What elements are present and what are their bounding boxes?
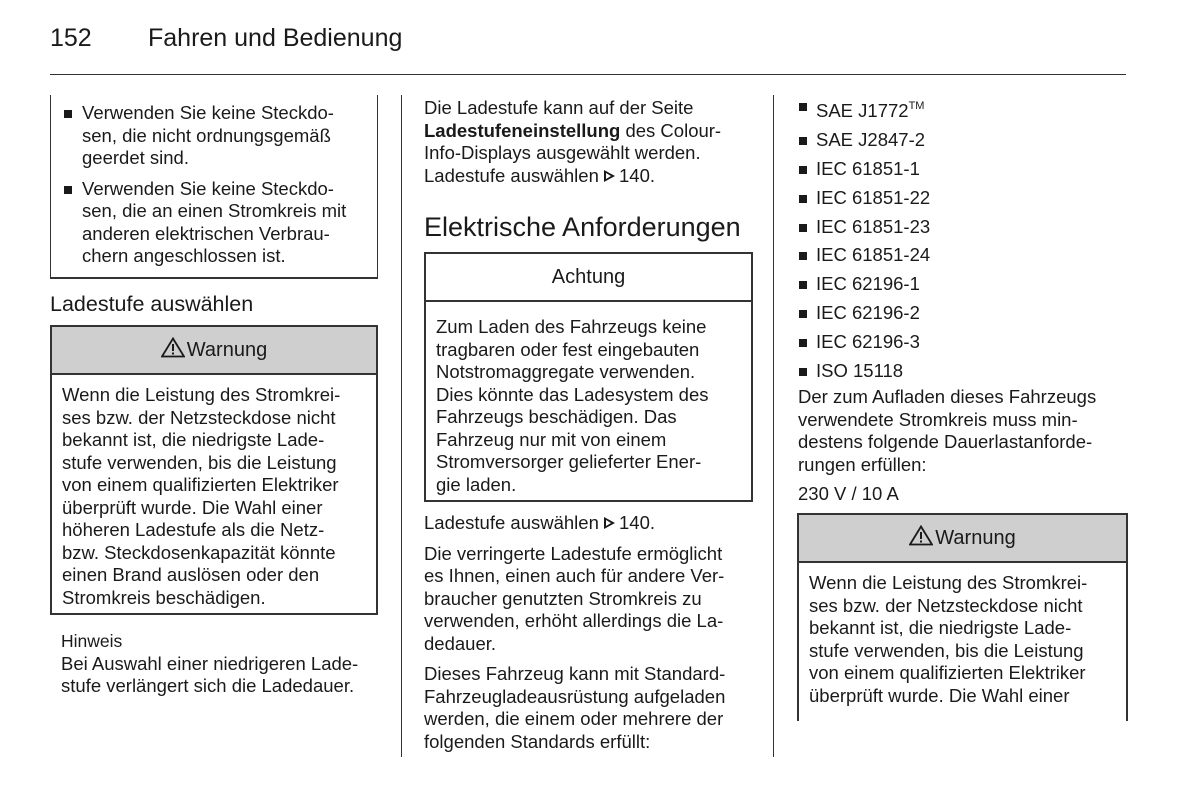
warning-title: Warnung	[935, 527, 1016, 549]
caution-text: Zum Laden des Fahrzeugs keine tragbaren oder fest eingebauten Notstromaggregate verwenden. Dies könnte das Ladesystem des Fahrzeugs beschädigen. Das Fahrzeug nur mit von einem Stromversorger gelieferter Ener- gie laden.	[436, 316, 709, 495]
bullet-square-icon	[799, 195, 807, 203]
bullet-square-icon	[799, 252, 807, 260]
bullet-square-icon	[799, 103, 807, 111]
page-section-title: Fahren und Bedienung	[148, 24, 403, 52]
note-block: Hinweis Bei Auswahl einer niedrigeren Lade- stufe verlängert sich die Ladedauer.	[61, 630, 391, 698]
bullet-square-icon	[799, 224, 807, 232]
bullet-item: Verwenden Sie keine Steckdo- sen, die an einen Stromkreis mit anderen elektrischen Verbrau- chern angeschlossen ist.	[52, 178, 374, 268]
warning-text: Wenn die Leistung des Stromkrei- ses bzw. der Netzsteckdose nicht bekannt ist, die niedrigste Lade- stufe verwenden, bis die Leistung von einem qualifizierten Elektriker überprüft wurde. Die Wahl einer	[809, 572, 1088, 706]
note-title: Hinweis	[61, 631, 123, 651]
bullet-square-icon	[799, 166, 807, 174]
col2-intro: Die Ladestufe kann auf der Seite Ladestufeneinstellung des Colour- Info-Displays ausgewählt werden. Ladestufe auswählen 140.	[424, 97, 722, 186]
current-rating: 230 V / 10 A	[798, 483, 899, 504]
bullet-square-icon	[799, 339, 807, 347]
bullet-square-icon	[799, 137, 807, 145]
list-item: SAE J1772™	[798, 95, 1128, 123]
page-reference-arrow-icon	[604, 517, 615, 529]
list-item: IEC 62196-3	[798, 331, 1128, 354]
col1-continued-box-bottom	[50, 277, 378, 279]
caution-header: Achtung	[426, 254, 751, 302]
warning-box	[50, 325, 378, 615]
settings-page-name: Ladestufeneinstellung	[424, 119, 621, 141]
column-divider	[773, 95, 774, 757]
col2-body: Ladestufe auswählen 140. Die verringerte Ladestufe ermöglicht es Ihnen, einen auch für andere Ver- braucher genutzten Stromkreis zu verwenden, erhöht allerdings die La- dedauer. Dieses Fahrzeug kann mit Standard- Fahrzeugladeausrüstung aufgeladen werden, die einem oder mehrere der folgenden Standards erfüllt:	[424, 512, 726, 752]
col1-continued-box-right-edge	[377, 95, 378, 278]
warning-triangle-icon	[161, 337, 185, 358]
col1-continued-box-left-edge	[50, 95, 51, 278]
page-reference-arrow-icon	[604, 170, 615, 182]
warning-triangle-icon	[909, 525, 933, 546]
page-number: 152	[50, 24, 92, 52]
list-item: IEC 61851-23	[798, 216, 1128, 239]
bullet-square-icon	[799, 368, 807, 376]
bullet-square-icon	[799, 281, 807, 289]
column-divider	[401, 95, 402, 757]
warning-box	[797, 513, 1128, 721]
list-item: IEC 62196-1	[798, 273, 1128, 296]
list-item: IEC 61851-22	[798, 187, 1128, 210]
warning-header	[799, 515, 1126, 563]
section-heading-elektrische-anforderungen: Elektrische Anforderungen	[424, 212, 741, 242]
col1-bullet-list	[52, 102, 374, 268]
bullet-square-icon	[799, 310, 807, 318]
bullet-square-icon	[64, 186, 72, 194]
list-item: IEC 62196-2	[798, 302, 1128, 325]
warning-title: Warnung	[186, 339, 268, 361]
warning-header	[52, 327, 376, 375]
col3-paragraph: Der zum Aufladen dieses Fahrzeugs verwendete Stromkreis muss min- destens folgende Dauerlastanforde- rungen erfüllen: 230 V / 10 A	[798, 386, 1128, 506]
bullet-item: Verwenden Sie keine Steckdo- sen, die nicht ordnungsgemäß geerdet sind.	[52, 102, 374, 170]
standards-list	[798, 95, 1128, 389]
header-divider	[50, 74, 1126, 75]
list-item: ISO 15118	[798, 360, 1128, 383]
warning-text: Wenn die Leistung des Stromkrei- ses bzw. der Netzsteckdose nicht bekannt ist, die niedrigste Lade- stufe verwenden, bis die Leistung von einem qualifizierten Elektriker überprüft wurde. Die Wahl einer höheren Ladestufe als die Netz- bzw. Steckdosenkapazität könnte einen Brand auslösen oder den Stromkreis beschädigen.	[62, 384, 341, 608]
list-item: IEC 61851-1	[798, 158, 1128, 181]
caution-box	[424, 252, 753, 502]
section-heading-ladestufe: Ladestufe auswählen	[50, 292, 254, 316]
bullet-square-icon	[64, 110, 72, 118]
list-item: IEC 61851-24	[798, 244, 1128, 267]
list-item: SAE J2847-2	[798, 129, 1128, 152]
